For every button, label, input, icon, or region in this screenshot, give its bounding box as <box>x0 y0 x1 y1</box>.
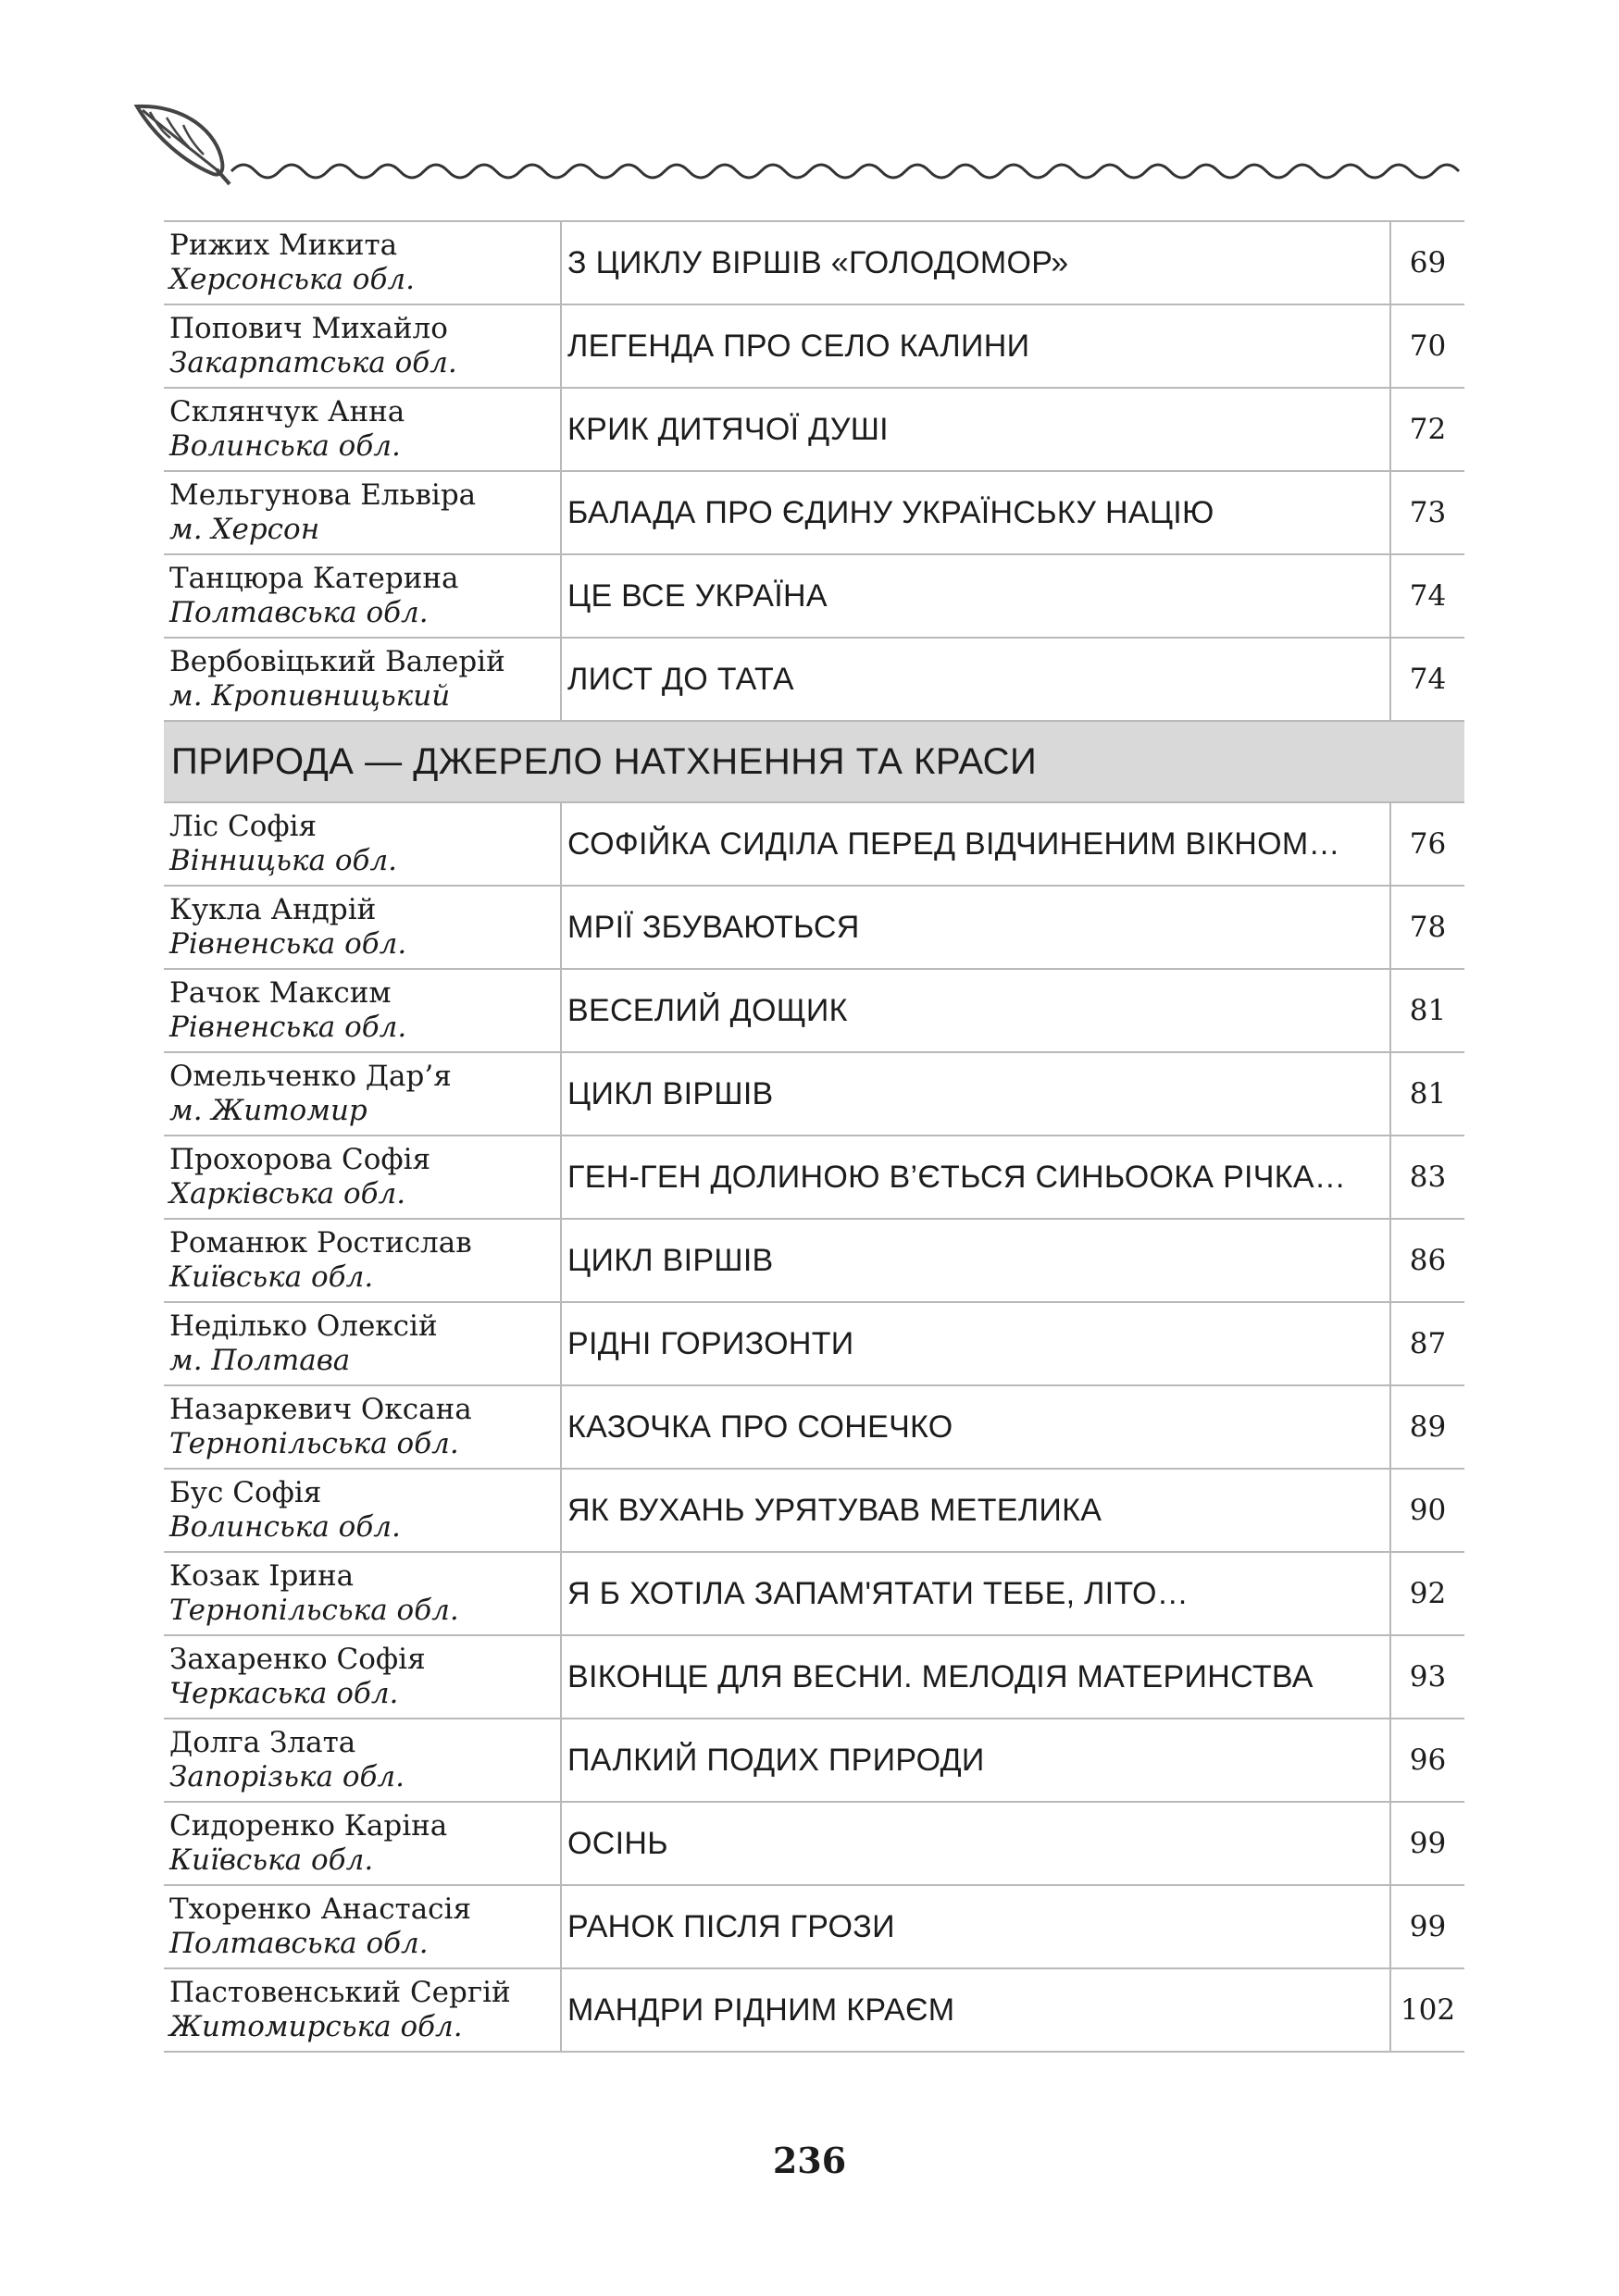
author-cell <box>164 1385 561 1469</box>
author-region: Запорізька обл. <box>169 1760 405 1793</box>
page-cell: 70 <box>1390 304 1464 388</box>
title-cell: КАЗОЧКА ПРО СОНЕЧКО <box>561 1385 1390 1469</box>
author-region: м. Херсон <box>169 513 320 546</box>
title-cell: ЛЕГЕНДА ПРО СЕЛО КАЛИНИ <box>561 304 1390 388</box>
author-cell <box>164 969 561 1052</box>
author-cell <box>164 1469 561 1552</box>
author-cell <box>164 638 561 721</box>
wave-line <box>231 165 1459 178</box>
page-cell: 83 <box>1390 1136 1464 1219</box>
author-name: Кукла Андрій <box>169 893 377 926</box>
title-cell: БАЛАДА ПРО ЄДИНУ УКРАЇНСЬКУ НАЦІЮ <box>561 471 1390 554</box>
author-cell <box>164 471 561 554</box>
page-cell: 69 <box>1390 221 1464 304</box>
title-cell: МАНДРИ РІДНИМ КРАЄМ <box>561 1968 1390 2052</box>
table-row <box>164 388 1464 471</box>
author-region: Черкаська обл. <box>169 1677 399 1710</box>
table-row <box>164 304 1464 388</box>
author-region: Київська обл. <box>169 1843 374 1877</box>
author-region: Волинська обл. <box>169 1510 401 1544</box>
title-cell: МРІЇ ЗБУВАЮТЬСЯ <box>561 886 1390 969</box>
title-cell: З ЦИКЛУ ВІРШІВ «ГОЛОДОМОР» <box>561 221 1390 304</box>
author-region: Житомирська обл. <box>169 2010 463 2043</box>
page-cell: 96 <box>1390 1719 1464 1802</box>
author-name: Козак Ірина <box>169 1559 355 1593</box>
author-name: Бус Софія <box>169 1476 322 1509</box>
author-name: Танцюра Катерина <box>169 562 459 595</box>
section-title: ПРИРОДА — ДЖЕРЕЛО НАТХНЕННЯ ТА КРАСИ <box>164 721 1464 802</box>
author-name: Романюк Ростислав <box>169 1226 472 1260</box>
author-region: Вінницька обл. <box>169 844 398 877</box>
author-name: Рижих Микита <box>169 229 398 262</box>
table-row <box>164 1469 1464 1552</box>
author-region: Київська обл. <box>169 1260 374 1294</box>
page-cell: 87 <box>1390 1302 1464 1385</box>
title-cell: ЦЕ ВСЕ УКРАЇНА <box>561 554 1390 638</box>
author-cell <box>164 802 561 886</box>
table-row <box>164 1635 1464 1719</box>
author-region: м. Житомир <box>169 1094 367 1127</box>
author-cell <box>164 1719 561 1802</box>
header-ornament <box>130 97 1472 199</box>
page-header-decoration <box>130 97 1472 199</box>
feather-icon <box>137 106 230 184</box>
page-number: 236 <box>772 2140 847 2181</box>
author-cell <box>164 1968 561 2052</box>
table-row <box>164 554 1464 638</box>
title-cell: ВІКОНЦЕ ДЛЯ ВЕСНИ. МЕЛОДІЯ МАТЕРИНСТВА <box>561 1635 1390 1719</box>
page-cell: 78 <box>1390 886 1464 969</box>
author-name: Неділько Олексій <box>169 1309 438 1343</box>
page-cell: 72 <box>1390 388 1464 471</box>
title-cell: ПАЛКИЙ ПОДИХ ПРИРОДИ <box>561 1719 1390 1802</box>
title-cell: ГЕН-ГЕН ДОЛИНОЮ В’ЄТЬСЯ СИНЬООКА РІЧКА… <box>561 1136 1390 1219</box>
author-region: Харківська обл. <box>169 1177 406 1210</box>
contents-table-body <box>164 221 1464 2052</box>
author-name: Пастовенський Сергій <box>169 1976 511 2009</box>
author-region: Рівненська обл. <box>169 1011 407 1044</box>
author-cell <box>164 1219 561 1302</box>
table-row <box>164 1802 1464 1885</box>
title-cell: Я Б ХОТІЛА ЗАПАМ'ЯТАТИ ТЕБЕ, ЛІТО… <box>561 1552 1390 1635</box>
page-cell: 99 <box>1390 1802 1464 1885</box>
author-name: Ліс Софія <box>169 810 318 843</box>
page-cell: 76 <box>1390 802 1464 886</box>
author-region: м. Полтава <box>169 1344 351 1377</box>
author-region: Херсонська обл. <box>169 263 415 296</box>
title-cell: СОФІЙКА СИДІЛА ПЕРЕД ВІДЧИНЕНИМ ВІКНОМ… <box>561 802 1390 886</box>
page-cell: 92 <box>1390 1552 1464 1635</box>
author-cell <box>164 1802 561 1885</box>
author-cell <box>164 1552 561 1635</box>
page-cell: 74 <box>1390 638 1464 721</box>
title-cell: ОСІНЬ <box>561 1802 1390 1885</box>
page-cell: 99 <box>1390 1885 1464 1968</box>
table-row <box>164 1552 1464 1635</box>
table-row <box>164 1719 1464 1802</box>
author-cell <box>164 388 561 471</box>
table-row <box>164 471 1464 554</box>
author-name: Назаркевич Оксана <box>169 1393 472 1426</box>
table-row <box>164 969 1464 1052</box>
table-row <box>164 638 1464 721</box>
table-row <box>164 221 1464 304</box>
author-region: м. Кропивницький <box>169 679 451 713</box>
author-cell <box>164 1136 561 1219</box>
table-row <box>164 1968 1464 2052</box>
title-cell: ЦИКЛ ВІРШІВ <box>561 1052 1390 1136</box>
author-name: Склянчук Анна <box>169 395 405 428</box>
author-name: Мельгунова Ельвіра <box>169 478 477 512</box>
author-name: Рачок Максим <box>169 976 392 1010</box>
author-name: Тхоренко Анастасія <box>169 1893 472 1926</box>
author-name: Попович Михайло <box>169 312 448 345</box>
table-row <box>164 1885 1464 1968</box>
author-name: Вербовіцький Валерій <box>169 645 505 678</box>
page-cell: 73 <box>1390 471 1464 554</box>
page-cell: 90 <box>1390 1469 1464 1552</box>
author-cell <box>164 1885 561 1968</box>
table-row <box>164 1385 1464 1469</box>
table-row <box>164 886 1464 969</box>
author-name: Омельченко Дар’я <box>169 1060 452 1093</box>
page-cell: 74 <box>1390 554 1464 638</box>
table-row <box>164 1136 1464 1219</box>
author-region: Полтавська обл. <box>169 596 429 629</box>
author-region: Закарпатська обл. <box>169 346 457 379</box>
page-cell: 102 <box>1390 1968 1464 2052</box>
page-cell: 89 <box>1390 1385 1464 1469</box>
author-region: Волинська обл. <box>169 429 401 463</box>
title-cell: КРИК ДИТЯЧОЇ ДУШІ <box>561 388 1390 471</box>
author-region: Полтавська обл. <box>169 1927 429 1960</box>
author-region: Рівненська обл. <box>169 927 407 961</box>
table-row <box>164 1052 1464 1136</box>
page-cell: 81 <box>1390 1052 1464 1136</box>
author-cell <box>164 1052 561 1136</box>
author-cell <box>164 221 561 304</box>
title-cell: ВЕСЕЛИЙ ДОЩИК <box>561 969 1390 1052</box>
author-cell <box>164 886 561 969</box>
author-name: Сидоренко Каріна <box>169 1809 448 1843</box>
page-cell: 81 <box>1390 969 1464 1052</box>
author-name: Захаренко Софія <box>169 1643 426 1676</box>
section-header-row <box>164 721 1464 802</box>
author-region: Тернопільська обл. <box>169 1594 459 1627</box>
table-row <box>164 1302 1464 1385</box>
author-cell <box>164 1635 561 1719</box>
author-name: Долга Злата <box>169 1726 356 1759</box>
title-cell: РАНОК ПІСЛЯ ГРОЗИ <box>561 1885 1390 1968</box>
author-cell <box>164 1302 561 1385</box>
title-cell: ЦИКЛ ВІРШІВ <box>561 1219 1390 1302</box>
title-cell: ЯК ВУХАНЬ УРЯТУВАВ МЕТЕЛИКА <box>561 1469 1390 1552</box>
author-cell <box>164 304 561 388</box>
title-cell: РІДНІ ГОРИЗОНТИ <box>561 1302 1390 1385</box>
author-name: Прохорова Софія <box>169 1143 431 1176</box>
page-cell: 86 <box>1390 1219 1464 1302</box>
table-row <box>164 802 1464 886</box>
contents-table <box>164 220 1464 2053</box>
table-row <box>164 1219 1464 1302</box>
author-region: Тернопільська обл. <box>169 1427 459 1460</box>
author-cell <box>164 554 561 638</box>
page-cell: 93 <box>1390 1635 1464 1719</box>
title-cell: ЛИСТ ДО ТАТА <box>561 638 1390 721</box>
